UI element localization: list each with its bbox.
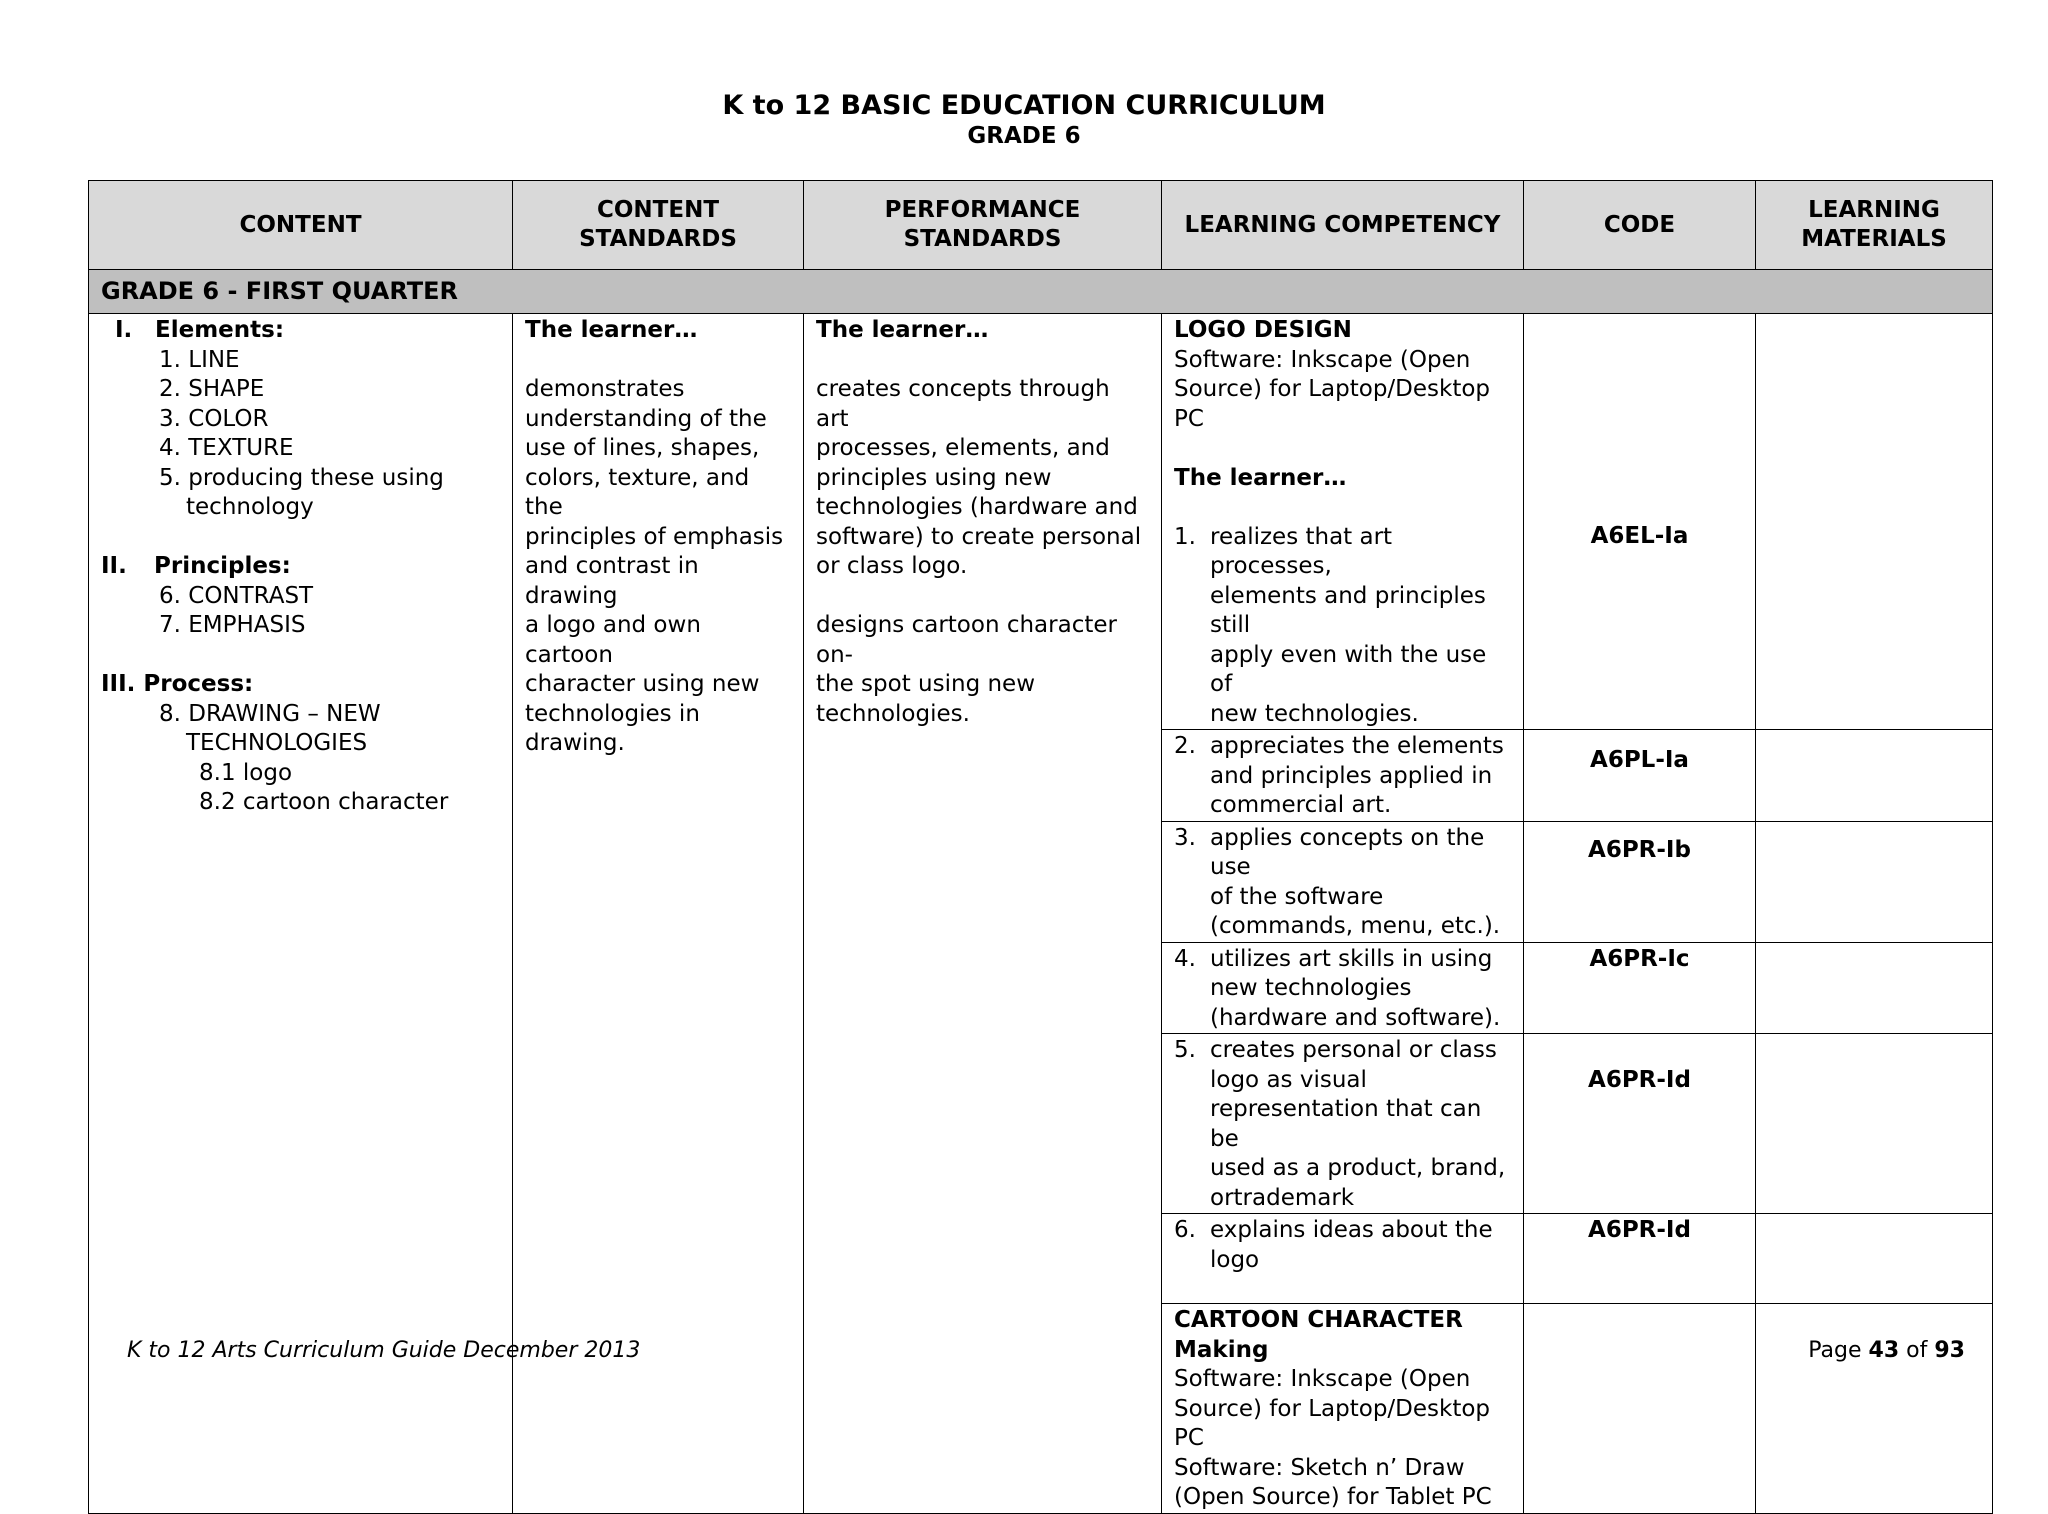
code-cell: A6PR-Id xyxy=(1524,1214,1756,1304)
quarter-row xyxy=(89,270,1993,314)
text-line: processes, elements, and xyxy=(816,435,1110,461)
competency-item: 2. appreciates the elements and principles applied in commercial art. xyxy=(1174,733,1504,818)
competency-item: 4. utilizes art skills in using new technologies (hardware and software). xyxy=(1174,945,1501,1031)
learner-lead: The learner… xyxy=(816,317,989,343)
code-cell: A6PR-Ib xyxy=(1524,821,1756,942)
code-cell: A6EL-Ia xyxy=(1524,314,1756,730)
text-line: principles of emphasis xyxy=(525,523,784,550)
competency-cell xyxy=(1162,730,1524,822)
list-item: 1. LINE xyxy=(159,346,240,373)
table-row xyxy=(89,314,1993,730)
text-line: or class logo. xyxy=(816,553,968,579)
list-item: 5. producing these using xyxy=(159,464,444,491)
text-line: technologies (hardware and xyxy=(816,494,1138,520)
competency-item: 5. creates personal or class logo as visual representation that can be used as a product, brand, ortrademark xyxy=(1174,1037,1506,1211)
competency-cell xyxy=(1162,942,1524,1034)
text-line: use of lines, shapes, xyxy=(525,435,760,461)
text-line: Software: Sketch n’ Draw xyxy=(1174,1454,1465,1481)
list-item: 4. TEXTURE xyxy=(159,435,294,461)
list-item: 7. EMPHASIS xyxy=(159,612,306,638)
header-row xyxy=(89,181,1993,270)
list-item: 2. SHAPE xyxy=(159,376,265,402)
code-cell: A6PR-Id xyxy=(1524,1034,1756,1214)
competency-cell xyxy=(1162,314,1524,730)
competency-item: 6. explains ideas about the logo xyxy=(1174,1217,1493,1273)
text-line: software) to create personal xyxy=(816,523,1142,550)
header-performance-standards: PERFORMANCE STANDARDS xyxy=(804,181,1162,270)
text-line: principles using new xyxy=(816,464,1052,491)
footer-page-number: Page 43 of 93 xyxy=(1808,1338,1965,1363)
performance-standards-cell xyxy=(804,314,1162,1514)
principles-label: Principles: xyxy=(154,553,291,579)
list-item: 6. CONTRAST xyxy=(159,582,314,609)
materials-cell xyxy=(1756,1304,1993,1514)
materials-cell xyxy=(1756,942,1993,1034)
text-line: Source) for Laptop/Desktop PC xyxy=(1174,1395,1491,1451)
code-cell: A6PR-Ic xyxy=(1524,942,1756,1034)
text-line: character using new xyxy=(525,671,760,697)
content-standards-cell xyxy=(513,314,804,1514)
logo-design-heading: LOGO DESIGN xyxy=(1174,317,1352,343)
principles-numeral: II. xyxy=(101,553,127,579)
learner-lead: The learner… xyxy=(1174,464,1347,491)
text-line: colors, texture, and the xyxy=(525,464,750,520)
materials-cell xyxy=(1756,1214,1993,1304)
header-content-standards: CONTENT STANDARDS xyxy=(513,181,804,270)
header-code: CODE xyxy=(1524,181,1756,270)
cartoon-heading: CARTOON CHARACTER xyxy=(1174,1307,1463,1333)
competency-cell xyxy=(1162,1034,1524,1214)
learner-lead: The learner… xyxy=(525,317,698,343)
quarter-label: GRADE 6 - FIRST QUARTER xyxy=(89,270,1993,314)
text-line: creates concepts through art xyxy=(816,376,1110,432)
content-cell xyxy=(89,314,513,1514)
elements-label: Elements: xyxy=(155,317,285,343)
list-item: 8.1 logo xyxy=(199,759,293,786)
list-item: 8. DRAWING – NEW xyxy=(159,700,381,727)
competency-cell xyxy=(1162,1304,1524,1514)
materials-cell xyxy=(1756,1034,1993,1214)
header-content: CONTENT xyxy=(89,181,513,270)
document-subtitle: GRADE 6 xyxy=(967,123,1081,149)
curriculum-table xyxy=(88,180,1993,1514)
text-line: and contrast in drawing xyxy=(525,553,699,609)
text-line: technologies in drawing. xyxy=(525,700,700,756)
competency-cell xyxy=(1162,1214,1524,1304)
text-line: the spot using new xyxy=(816,671,1036,697)
text-line: designs cartoon character on- xyxy=(816,612,1117,668)
materials-cell xyxy=(1756,314,1993,730)
code-cell xyxy=(1524,1304,1756,1514)
competency-cell xyxy=(1162,821,1524,942)
competency-item: 1. realizes that art processes, elements and principles still apply even with the use of new technologies. xyxy=(1174,523,1487,727)
process-label: III. Process: xyxy=(101,671,254,697)
text-line: Software: Inkscape (Open xyxy=(1174,1366,1471,1392)
list-item: 3. COLOR xyxy=(159,405,269,432)
footer-guide-name: K to 12 Arts Curriculum Guide December 2013 xyxy=(127,1338,641,1363)
text-line: a logo and own cartoon xyxy=(525,612,701,668)
cartoon-heading-sub: Making xyxy=(1174,1336,1269,1363)
list-item-continuation: TECHNOLOGIES xyxy=(186,730,368,756)
text-line: understanding of the xyxy=(525,405,767,432)
document-title: K to 12 BASIC EDUCATION CURRICULUM xyxy=(722,90,1326,121)
text-line: Software: Inkscape (Open xyxy=(1174,346,1471,373)
list-item-continuation: technology xyxy=(186,494,314,520)
text-line: Source) for Laptop/Desktop PC xyxy=(1174,376,1491,432)
competency-item: 3. applies concepts on the use of the software (commands, menu, etc.). xyxy=(1174,824,1501,939)
code-cell: A6PL-Ia xyxy=(1524,730,1756,822)
list-item: 8.2 cartoon character xyxy=(199,789,449,815)
text-line: technologies. xyxy=(816,700,970,727)
elements-numeral: I. xyxy=(115,317,133,343)
text-line: (Open Source) for Tablet PC xyxy=(1174,1484,1492,1510)
header-learning-materials: LEARNING MATERIALS xyxy=(1756,181,1993,270)
header-learning-competency: LEARNING COMPETENCY xyxy=(1162,181,1524,270)
text-line: demonstrates xyxy=(525,376,685,402)
materials-cell xyxy=(1756,730,1993,822)
materials-cell xyxy=(1756,821,1993,942)
